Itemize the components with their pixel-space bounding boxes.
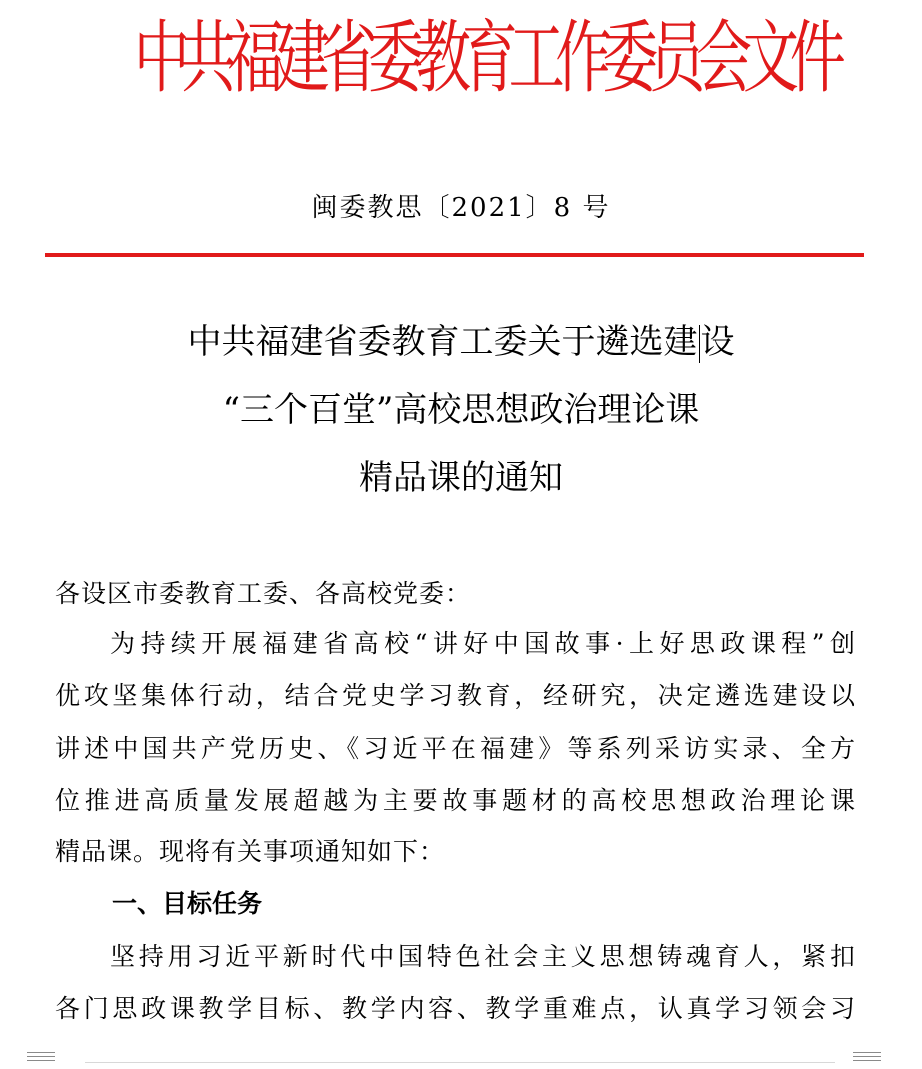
paragraph-2-line: 各门思政课教学目标、教学内容、教学重难点，认真学习领会习 [55, 994, 855, 1023]
paragraph-1-line: 为持续开展福建省高校“讲好中国故事·上好思政课程”创 [110, 629, 855, 658]
page-corner-mark-left [27, 1052, 55, 1064]
section-heading-objectives: 一、目标任务 [112, 889, 263, 918]
document-number: 闽委教思〔2021〕8 号 [311, 193, 611, 223]
salutation: 各设区市委教育工委、各高校党委： [55, 579, 472, 608]
text-cursor [699, 325, 700, 363]
red-separator-line [45, 253, 864, 257]
paragraph-1-line: 精品课。现将有关事项通知如下： [55, 837, 446, 866]
paragraph-1-line: 位推进高质量发展超越为主要故事题材的高校思想政治理论课 [55, 786, 855, 815]
paragraph-2-line: 坚持用习近平新时代中国特色社会主义思想铸魂育人，紧扣 [110, 942, 855, 971]
issuing-organization-header: 中共福建省委教育工作委员会文件 [133, 12, 837, 104]
page-bottom-edge [85, 1062, 835, 1063]
paragraph-1-line: 讲述中国共产党历史、《习近平在福建》等系列采访实录、全方 [55, 734, 855, 763]
document-title-line-3: 精品课的通知 [359, 458, 563, 498]
title-line-1-tail: 设 [700, 322, 735, 362]
document-title-line-2: “三个百堂”高校思想政治理论课 [222, 390, 700, 430]
document-title-line-1 [0, 316, 922, 368]
paragraph-1-line: 优攻坚集体行动，结合党史学习教育，经研究，决定遴选建设以 [55, 681, 855, 710]
page-corner-mark-right [853, 1052, 881, 1064]
title-line-1-text: 中共福建省委教育工委关于遴选建 [187, 322, 698, 362]
